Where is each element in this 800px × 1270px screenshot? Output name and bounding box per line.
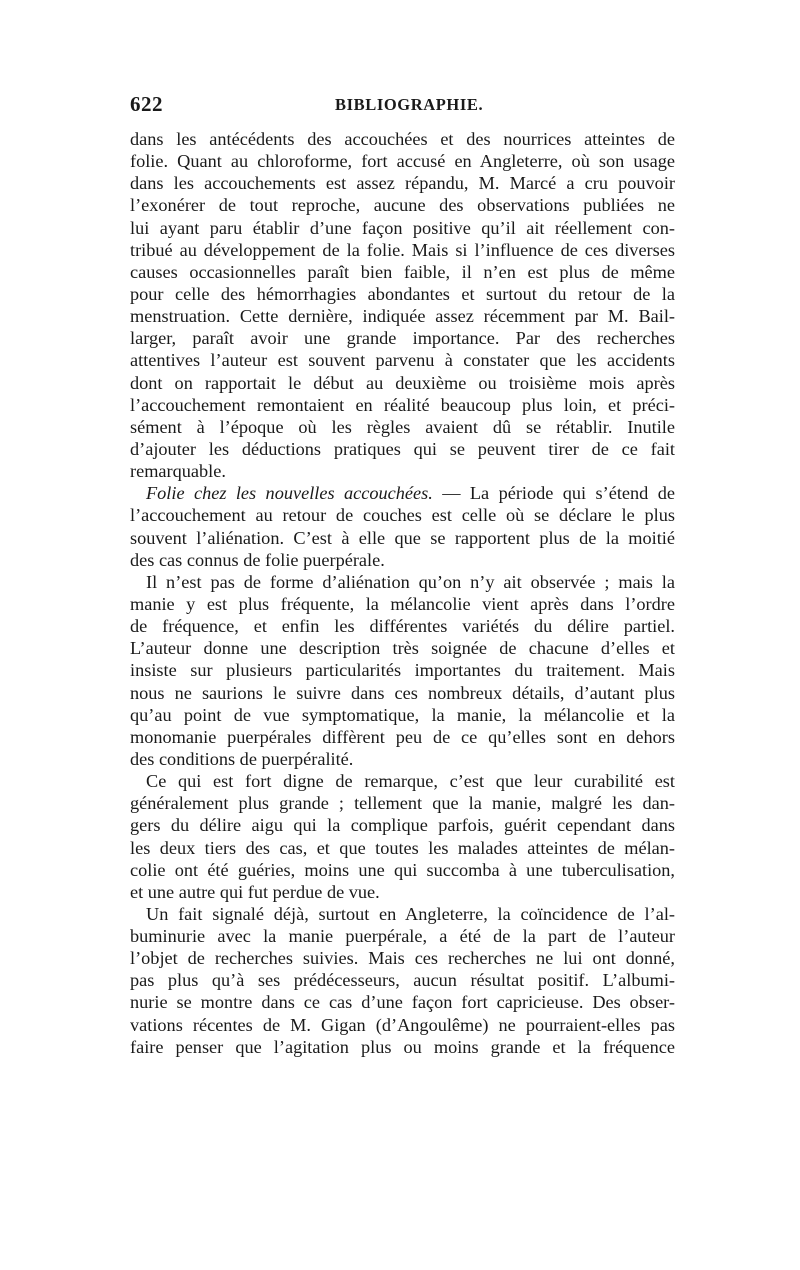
text-line: L’auteur donne une description très soignée de chacune d’elles et <box>130 638 675 659</box>
text-line: pas plus qu’à ses prédécesseurs, aucun résultat positif. L’albumi- <box>130 970 675 991</box>
text-line: insiste sur plusieurs particularités importantes du traitement. Mais <box>130 660 675 681</box>
text-line: attentives l’auteur est souvent parvenu à constater que les accidents <box>130 350 675 371</box>
text-line <box>130 482 675 504</box>
paragraph-5 <box>130 903 675 1058</box>
text-line: dont on rapportait le début au deuxième ou troisième mois après <box>130 372 675 393</box>
text-line: nous ne saurions le suivre dans ces nombreux détails, d’autant plus <box>130 682 675 703</box>
text-line: d’ajouter les déductions pratiques qui se peuvent tirer de ce fait <box>130 438 675 459</box>
paragraph-4 <box>130 770 675 903</box>
text-line: nurie se montre dans ce cas d’une façon fort capricieuse. Des obser- <box>130 992 675 1013</box>
text-line: dans les accouchements est assez répandu, M. Marcé a cru pouvoir <box>130 173 675 194</box>
text-line: des cas connus de folie puerpérale. <box>130 549 385 570</box>
text-line: folie. Quant au chloroforme, fort accusé en Angleterre, où son usage <box>130 151 675 172</box>
text-line: larger, paraît avoir une grande importance. Par des recherches <box>130 328 675 349</box>
text-line: de fréquence, et enfin les différentes variétés du délire partiel. <box>130 616 675 637</box>
text-line: qu’au point de vue symptomatique, la manie, la mélancolie et la <box>130 704 675 725</box>
text-line: l’objet de recherches suivies. Mais ces recherches ne lui ont donné, <box>130 948 675 969</box>
text-line: remarquable. <box>130 461 226 482</box>
text-line: sément à l’époque où les règles avaient dû se rétablir. Inutile <box>130 416 675 437</box>
text-line: faire penser que l’agitation plus ou moins grande et la fréquence <box>130 1036 675 1057</box>
text-line: Un fait signalé déjà, surtout en Angleterre, la coïncidence de l’al- <box>146 903 675 924</box>
text-line: causes occasionnelles paraît bien faible, il n’en est plus de même <box>130 261 675 282</box>
text-line: et une autre qui fut perdue de vue. <box>130 881 380 902</box>
text-line: des conditions de puerpéralité. <box>130 748 354 769</box>
text-line: Ce qui est fort digne de remarque, c’est que leur curabilité est <box>146 771 675 792</box>
paragraph-3 <box>130 571 675 770</box>
text-line: dans les antécédents des accouchées et des nourrices atteintes de <box>130 129 675 149</box>
text-line: tribué au développement de la folie. Mais si l’influence de ces diverses <box>130 239 675 260</box>
text-line: l’accouchement remontaient en réalité beaucoup plus loin, et préci- <box>130 394 675 415</box>
text-line: l’accouchement au retour de couches est celle où se déclare le plus <box>130 505 675 526</box>
text-line: gers du délire aigu qui la complique parfois, guérit cependant dans <box>130 815 675 836</box>
text-line: lui ayant paru établir d’une façon positive qu’il ait réellement con- <box>130 217 675 238</box>
body-text <box>130 128 675 1058</box>
text-line: colie ont été guéries, moins une qui succomba à une tuberculisation, <box>130 859 675 880</box>
text-line: monomanie puerpérales diffèrent peu de ce qu’elles sont en dehors <box>130 726 675 747</box>
text-line: menstruation. Cette dernière, indiquée assez récemment par M. Bail- <box>130 306 675 327</box>
section-title: BIBLIOGRAPHIE. <box>335 95 484 114</box>
text-line: les deux tiers des cas, et que toutes les malades atteintes de mélan- <box>130 837 675 858</box>
paragraph-1 <box>130 128 675 482</box>
text-line: vations récentes de M. Gigan (d’Angoulême) ne pourraient-elles pas <box>130 1014 675 1035</box>
text-line: généralement plus grande ; tellement que la manie, malgré les dan- <box>130 793 675 814</box>
text-line: l’exonérer de tout reproche, aucune des observations publiées ne <box>130 195 675 216</box>
running-head <box>130 92 675 122</box>
paragraph-2 <box>130 482 675 571</box>
text-line: Il n’est pas de forme d’aliénation qu’on n’y ait observée ; mais la <box>146 571 675 592</box>
page-number: 622 <box>130 92 163 116</box>
text-line: manie y est plus fréquente, la mélancolie vient après dans l’ordre <box>130 593 675 614</box>
text-line: souvent l’aliénation. C’est à elle que se rapportent plus de la moitié <box>130 527 675 548</box>
text-line: pour celle des hémorrhagies abondantes et surtout du retour de la <box>130 283 675 304</box>
italic-heading: Folie chez les nouvelles accouchées. <box>146 483 433 504</box>
text-run: — La période qui s’étend de <box>432 483 675 504</box>
text-line: buminurie avec la manie puerpérale, a été de la part de l’auteur <box>130 926 675 947</box>
